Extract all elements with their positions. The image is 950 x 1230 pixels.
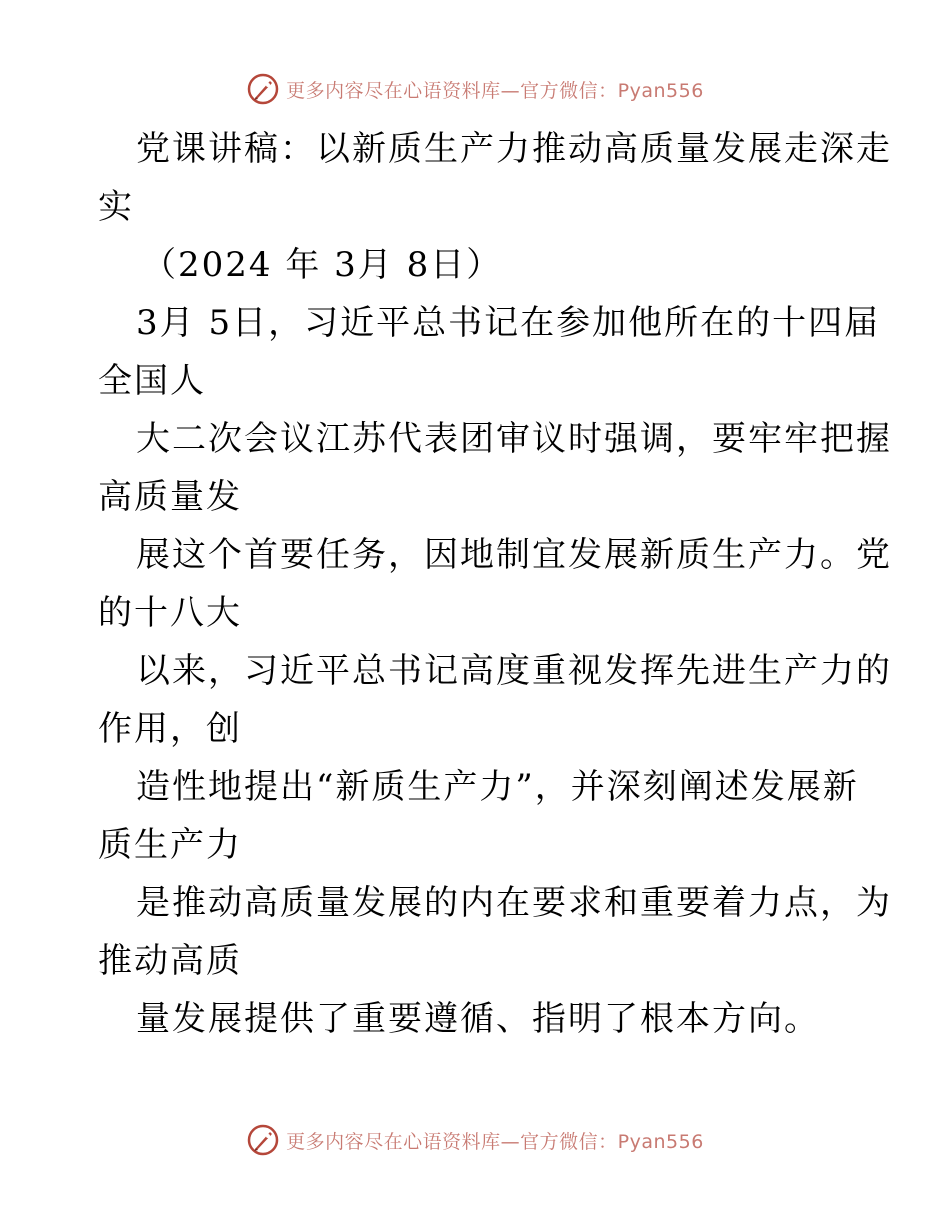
paragraph-line: 质生产力: [98, 825, 242, 865]
paragraph-line: 是推动高质量发展的内在要求和重要着力点，为: [136, 883, 892, 923]
paragraph-line: 3月 5日，习近平总书记在参加他所在的十四届: [136, 303, 881, 343]
header-watermark: [0, 72, 950, 106]
paragraph-line: 全国人: [98, 361, 206, 401]
paragraph-line: 高质量发: [98, 477, 242, 517]
paragraph-line: 作用，创: [98, 709, 242, 749]
quill-pen-logo-icon: [246, 1123, 280, 1157]
watermark-text: 更多内容尽在心语资料库—官方微信：Pyan556: [286, 1130, 704, 1153]
paragraph-line: 大二次会议江苏代表团审议时强调，要牢牢把握: [136, 419, 892, 459]
quill-pen-logo-icon: [246, 72, 280, 106]
document-date: （2024 年 3月 8日）: [142, 245, 503, 285]
document-body: [98, 120, 892, 1048]
document-title-line-2: 实: [98, 187, 134, 227]
paragraph-line: 以来，习近平总书记高度重视发挥先进生产力的: [136, 651, 892, 691]
footer-watermark: [0, 1123, 950, 1157]
document-title-line-1: 党课讲稿：以新质生产力推动高质量发展走深走: [136, 129, 892, 169]
paragraph-line: 的十八大: [98, 593, 242, 633]
paragraph-line: 量发展提供了重要遵循、指明了根本方向。: [136, 999, 820, 1039]
watermark-text: 更多内容尽在心语资料库—官方微信：Pyan556: [286, 79, 704, 102]
paragraph-line: 展这个首要任务，因地制宜发展新质生产力。党: [136, 535, 892, 575]
paragraph-line: 推动高质: [98, 941, 242, 981]
paragraph-line: 造性地提出“新质生产力”，并深刻阐述发展新: [136, 767, 859, 807]
